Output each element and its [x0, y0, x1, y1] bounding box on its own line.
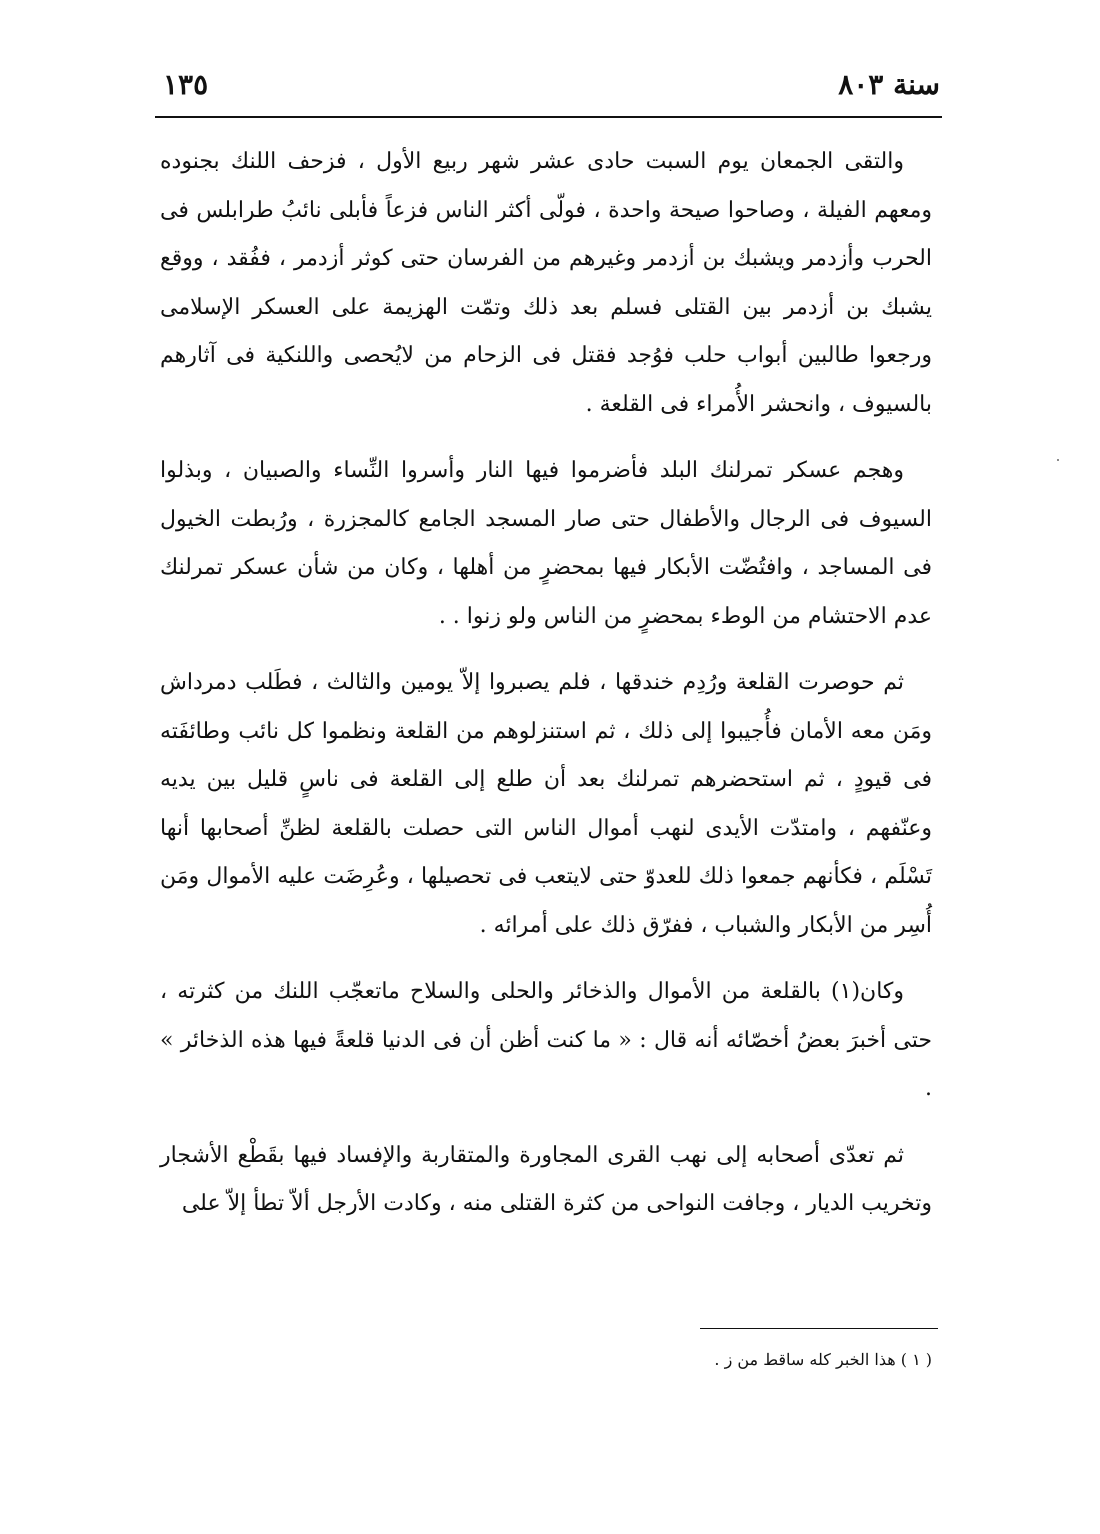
page-header — [155, 62, 940, 112]
footnote: ( ١ ) هذا الخبر كله ساقط من ز . — [714, 1350, 932, 1369]
paragraph: ثم تعدّى أصحابه إلى نهب القرى المجاورة والمتقاربة والإفساد فيها بقَطْع الأشجار وتخريب الديار ، وجافت النواحى من كثرة القتلى منه ، وكادت الأرجل ألاّ تطأ إلاّ على — [160, 1142, 932, 1216]
paragraph: وكان(١) بالقلعة من الأموال والذخائر والحلى والسلاح ماتعجّب اللنك من كثرته ، حتى أخبرَ بعضُ أخصّائه أنه قال : « ما كنت أظن أن فى الدنيا قلعةً فيها هذه الذخائر » . — [160, 979, 932, 1101]
running-head: سنة ٨٠٣ — [838, 68, 940, 101]
paragraph: والتقى الجمعان يوم السبت حادى عشر شهر ربيع الأول ، فزحف اللنك بجنوده ومعهم الفيلة ، وصاحوا صيحة واحدة ، فولّى أكثر الناس فزعاً فأبلى نائبُ طرابلس فى الحرب وأزدمر ويشبك بن أزدمر وغيرهم من الفرسان حتى كوثر أزدمر ، ففُقد ، ووقع يشبك بن أزدمر بين القتلى فسلم بعد ذلك وتمّت الهزيمة على العسكر الإسلامى ورجعوا طالبين أبواب حلب فوُجد فقتل فى الزحام من لايُحصى واللنكية فى آثارهم بالسيوف ، وانحشر الأُمراء فى القلعة . — [160, 149, 932, 417]
paragraph: وهجم عسكر تمرلنك البلد فأضرموا فيها النار وأسروا النِّساء والصبيان ، وبذلوا السيوف فى الرجال والأطفال حتى صار المسجد الجامع كالمجزرة ، ورُبطت الخيول فى المساجد ، وافتُضّت الأبكار فيها بمحضرٍ من أهلها ، وكان من شأن عسكر تمرلنك عدم الاحتشام من الوطء بمحضرٍ من الناس ولو زنوا . . — [160, 458, 932, 629]
scan-speck — [1057, 459, 1059, 461]
paragraph: ثم حوصرت القلعة ورُدِم خندقها ، فلم يصبروا إلاّ يومين والثالث ، فطَلب دمرداش ومَن معه الأمان فأُجيبوا إلى ذلك ، ثم استنزلوهم من القلعة ونظموا كل نائب وطائفَته فى قيودٍ ، ثم استحضرهم تمرلنك بعد أن طلع إلى القلعة فى ناسٍ قليل بين يديه وعنّفهم ، وامتدّت الأيدى لنهب أموال الناس التى حصلت بالقلعة لظنِّ أصحابها أنها تَسْلَم ، فكأنهم جمعوا ذلك للعدوّ حتى لايتعب فى تحصيلها ، وعُرِضَت عليه الأموال ومَن أُسِر من الأبكار والشباب ، ففرّق ذلك على أمرائه . — [160, 670, 932, 938]
header-rule — [155, 116, 942, 118]
footnote-rule — [700, 1328, 938, 1329]
page-number: ١٣٥ — [163, 68, 209, 101]
body-text — [160, 138, 932, 1247]
